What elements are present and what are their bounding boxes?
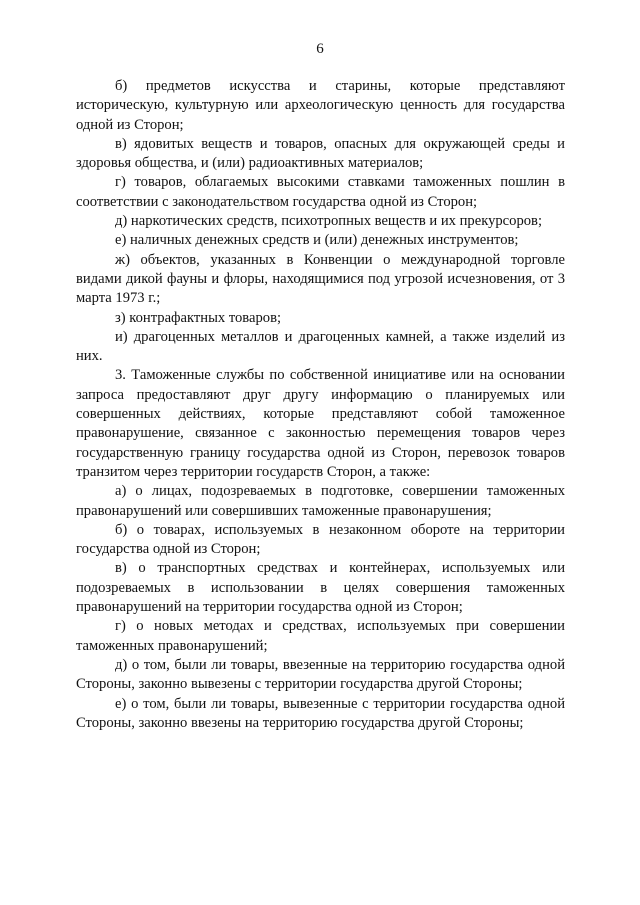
paragraph-subitem-a: а) о лицах, подозреваемых в подготовке, совершении таможенных правонарушений или совершивших таможенные правонарушения;: [76, 483, 565, 519]
paragraph-item-g: г) товаров, облагаемых высокими ставками таможенных пошлин в соответствии с законодательством государства одной из Сторон;: [76, 174, 565, 210]
document-body: [76, 77, 565, 733]
paragraph-clause-3: 3. Таможенные службы по собственной инициативе или на основании запроса предоставляют друг другу информацию о планируемых или совершенных действиях, которые представляют собой таможенное правонарушение, связанное с законностью перемещения товаров через государственную границу государства одной из Сторон, перевозок товаров транзитом через территории государств Сторон, а также:: [76, 367, 565, 480]
paragraph-item-i: и) драгоценных металлов и драгоценных камней, а также изделий из них.: [76, 328, 565, 365]
paragraph-subitem-b: б) о товарах, используемых в незаконном обороте на территории государства одной из Сторон;: [76, 521, 565, 558]
paragraph-subitem-e: е) о том, были ли товары, вывезенные с территории государства одной Стороны, законно ввезены на территорию государства другой Стороны;: [76, 695, 565, 731]
paragraph-subitem-d: д) о том, были ли товары, ввезенные на территорию государства одной Стороны, законно вывезены с территории государства другой Стороны;: [76, 656, 565, 693]
paragraph-item-v: в) ядовитых веществ и товаров, опасных для окружающей среды и здоровья общества, и (или) радиоактивных материалов;: [76, 135, 565, 172]
paragraph-item-zh: ж) объектов, указанных в Конвенции о международной торговле видами дикой фауны и флоры, находящимися под угрозой исчезновения, от 3 марта 1973 г.;: [76, 251, 565, 307]
paragraph-subitem-v: в) о транспортных средствах и контейнерах, используемых или подозреваемых в использовании в целях совершения таможенных правонарушений на территории государства одной из Сторон;: [76, 560, 565, 616]
paragraph-item-z: з) контрафактных товаров;: [115, 309, 282, 326]
paragraph-subitem-g: г) о новых методах и средствах, используемых при совершении таможенных правонарушений;: [76, 618, 565, 654]
paragraph-item-b: б) предметов искусства и старины, которые представляют историческую, культурную или археологическую ценность для государства одной из Сторон;: [76, 78, 565, 133]
paragraph-item-d: д) наркотических средств, психотропных веществ и их прекурсоров;: [115, 213, 542, 230]
paragraph-item-e: е) наличных денежных средств и (или) денежных инструментов;: [115, 232, 519, 249]
page-number: 6: [316, 41, 324, 57]
